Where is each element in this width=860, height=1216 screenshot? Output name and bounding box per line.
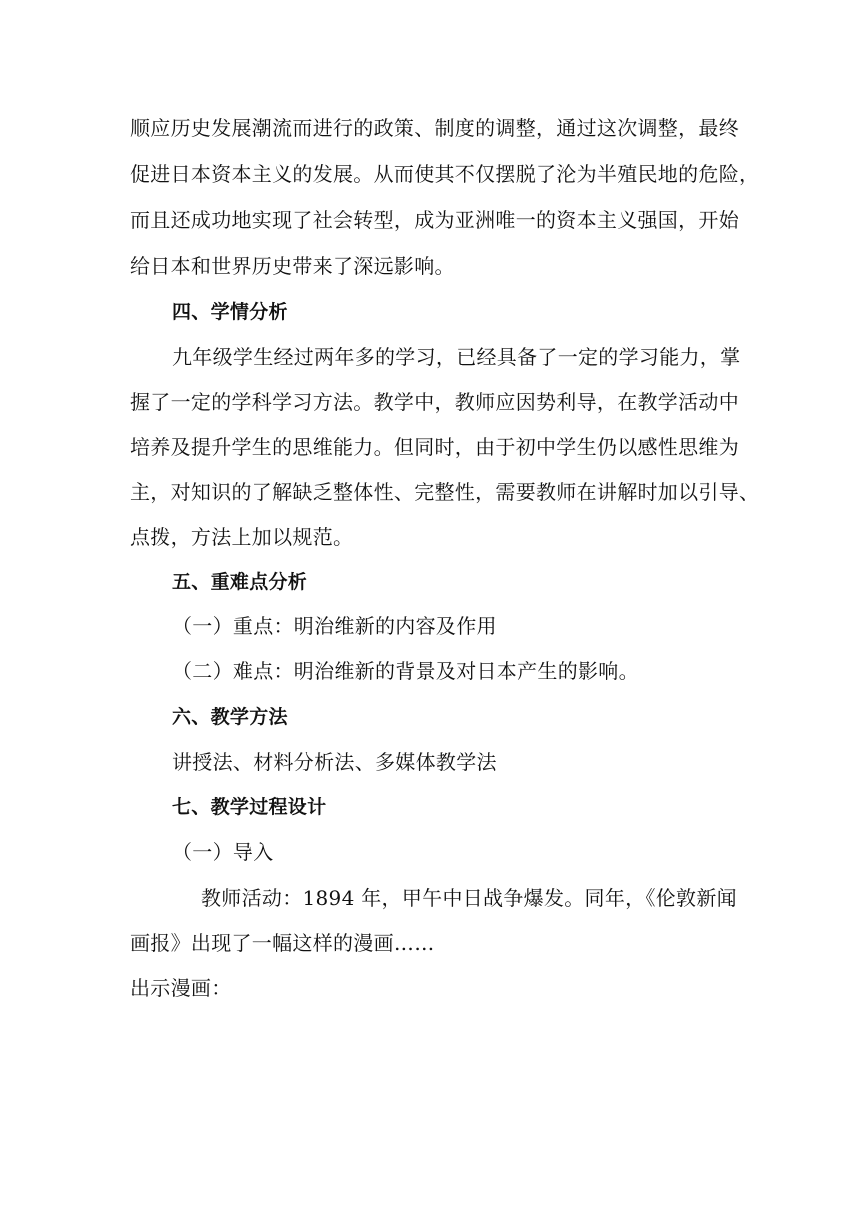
paragraph-line: 点拨，方法上加以规范。: [130, 525, 354, 549]
paragraph-line: 教师活动：1894 年，甲午中日战争爆发。同年，《伦敦新闻: [201, 886, 737, 910]
paragraph-line: 促进日本资本主义的发展。从而使其不仅摆脱了沦为半殖民地的危险，: [130, 162, 760, 186]
paragraph-line: 顺应历史发展潮流而进行的政策、制度的调整，通过这次调整，最终: [130, 116, 739, 140]
difficult-point: （二）难点：明治维新的背景及对日本产生的影响。: [172, 659, 639, 683]
paragraph-line: 而且还成功地实现了社会转型，成为亚洲唯一的资本主义强国，开始: [130, 208, 739, 232]
section-heading: 七、教学过程设计: [172, 796, 327, 818]
section-heading: 五、重难点分析: [172, 571, 308, 593]
section-heading: 四、学情分析: [172, 301, 288, 323]
section-heading: 六、教学方法: [172, 706, 288, 728]
paragraph-line: 出示漫画：: [130, 976, 232, 1000]
key-point: （一）重点：明治维新的内容及作用: [172, 614, 497, 638]
paragraph-line: 握了一定的学科学习方法。教学中，教师应因势利导，在教学活动中: [130, 390, 739, 414]
paragraph-line: 培养及提升学生的思维能力。但同时，由于初中学生仍以感性思维为: [130, 435, 739, 459]
teaching-methods: 讲授法、材料分析法、多媒体教学法: [172, 750, 497, 774]
paragraph-line: 画报》出现了一幅这样的漫画……: [130, 931, 435, 955]
paragraph-line: 九年级学生经过两年多的学习，已经具备了一定的学习能力，掌: [172, 345, 741, 369]
paragraph-line: 给日本和世界历史带来了深远影响。: [130, 254, 455, 278]
sub-heading: （一）导入: [172, 840, 274, 864]
paragraph-line: 主，对知识的了解缺乏整体性、完整性，需要教师在讲解时加以引导、: [130, 480, 760, 504]
